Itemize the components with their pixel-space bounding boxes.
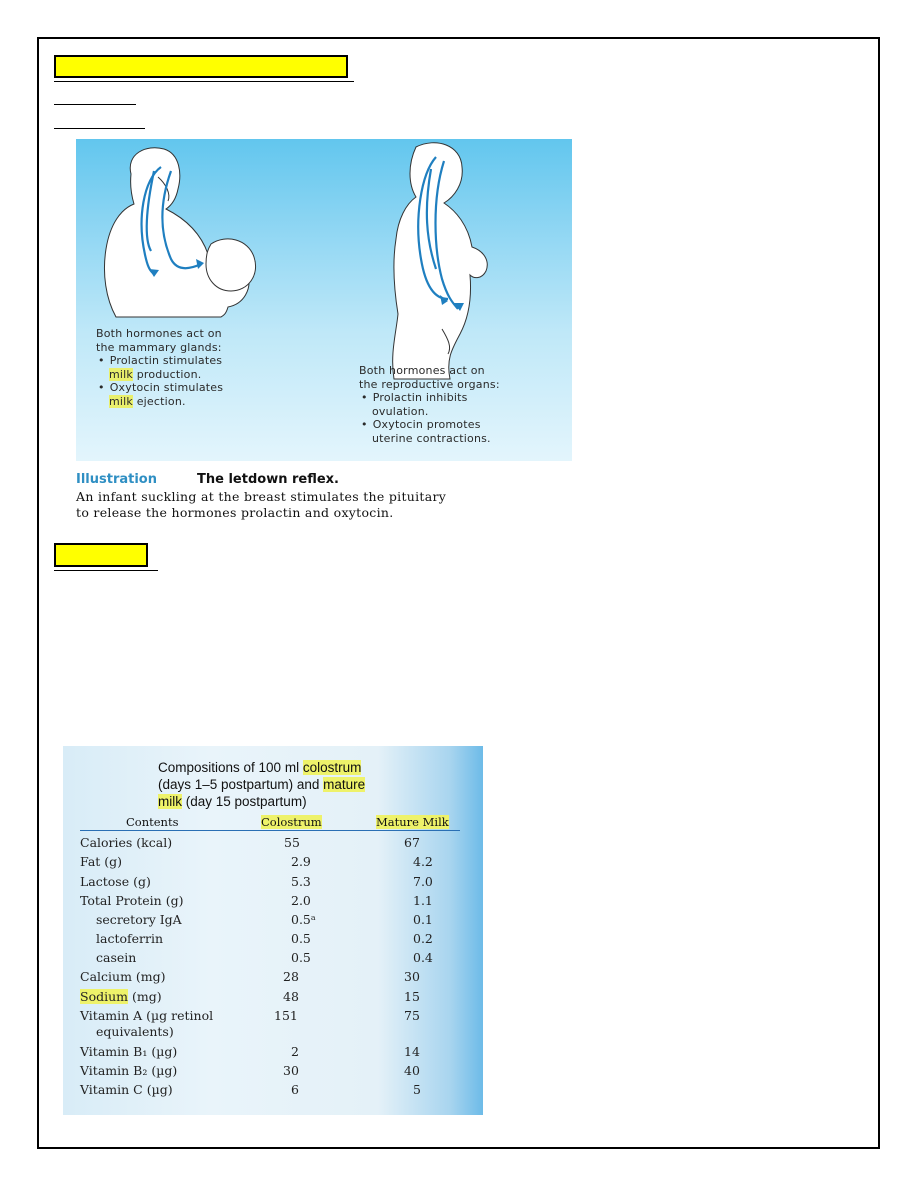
row-label: Vitamin C (µg)	[80, 1082, 173, 1097]
heading-underline-2	[54, 570, 158, 571]
right-bullet-1-cont: ovulation.	[372, 404, 429, 418]
row-colostrum: 55	[284, 835, 300, 850]
subheading-underline-2	[54, 128, 145, 129]
figure-caption-body	[76, 489, 446, 521]
row-mature: 75	[404, 1008, 420, 1023]
row-label: Calcium (mg)	[80, 969, 166, 984]
row-mature: 7.0	[413, 874, 433, 889]
row-mature: 0.1	[413, 912, 433, 927]
left-bullet-2-text: Oxytocin stimulates	[109, 381, 224, 394]
caption-line-1: An infant suckling at the breast stimulates the pituitary	[76, 489, 447, 504]
left-bullet-1-cont	[96, 368, 223, 382]
row-label-cont: equivalents)	[96, 1024, 174, 1039]
caption-line-2: to release the hormones prolactin and oxytocin.	[76, 505, 394, 520]
row-label: Fat (g)	[80, 854, 123, 869]
right-bullet-2	[359, 418, 500, 432]
table-header-rule	[80, 830, 460, 831]
row-mature: 5	[413, 1082, 421, 1097]
table-title-line1	[158, 759, 365, 776]
left-bullet-1-post: production.	[136, 367, 202, 381]
row-label: Vitamin B₁ (µg)	[80, 1044, 178, 1059]
right-bullet-2-cont: uterine contractions.	[372, 431, 491, 445]
table-title-line3	[158, 793, 365, 810]
row-mature: 67	[404, 835, 420, 850]
row-mature: 1.1	[413, 893, 433, 908]
milk-highlight-1: milk	[109, 367, 133, 381]
left-text-line1: Both hormones act on	[96, 327, 222, 340]
milk-highlight-2: milk	[109, 394, 133, 408]
row-mature: 4.2	[413, 854, 433, 869]
right-figure-text	[359, 364, 500, 445]
left-bullet-1-text: Prolactin stimulates	[109, 354, 223, 367]
caption-heading: The letdown reflex.	[197, 472, 339, 487]
row-colostrum: 30	[283, 1063, 299, 1078]
subheading-underline-1	[54, 104, 136, 105]
title-l1-text: Compositions of 100 ml	[158, 760, 303, 775]
row-colostrum: 0.5ᵃ	[291, 912, 316, 927]
sodium-unit: (mg)	[128, 989, 162, 1004]
figure-caption-title	[76, 472, 339, 487]
table-title-line2	[158, 776, 365, 793]
row-mature: 15	[404, 989, 420, 1004]
row-mature: 0.4	[413, 950, 433, 965]
row-colostrum: 2.9	[291, 854, 311, 869]
right-bullet-1	[359, 391, 500, 405]
row-colostrum: 48	[283, 989, 299, 1004]
row-colostrum: 2	[291, 1044, 299, 1059]
col-header-mature-milk: Mature Milk	[376, 815, 449, 829]
milk-highlight-title: milk	[158, 794, 182, 809]
row-colostrum: 0.5	[291, 950, 311, 965]
left-text-line2: the mammary glands:	[96, 340, 222, 354]
section-heading-highlight	[54, 55, 348, 78]
colostrum-highlight: colostrum	[302, 760, 362, 775]
row-colostrum: 0.5	[291, 931, 311, 946]
row-label: Vitamin B₂ (µg)	[80, 1063, 178, 1078]
title-l2-text: (days 1–5 postpartum) and	[158, 777, 324, 792]
right-bullet-1-text: Prolactin inhibits	[372, 391, 468, 404]
row-colostrum: 151	[274, 1008, 298, 1023]
letdown-reflex-illustration	[76, 139, 572, 461]
row-mature: 40	[404, 1063, 420, 1078]
row-label: Calories (kcal)	[80, 835, 173, 850]
col-header-contents: Contents	[126, 815, 179, 829]
right-bullet-2-text: Oxytocin promotes	[372, 418, 481, 431]
title-l3-text: (day 15 postpartum)	[182, 794, 307, 809]
row-colostrum: 2.0	[291, 893, 311, 908]
row-label: casein	[96, 950, 137, 965]
row-label	[80, 989, 162, 1004]
row-label: Total Protein (g)	[80, 893, 184, 908]
row-colostrum: 6	[291, 1082, 299, 1097]
left-bullet-2-cont	[96, 395, 223, 409]
row-colostrum: 5.3	[291, 874, 311, 889]
heading-underline	[54, 81, 354, 82]
row-label: Lactose (g)	[80, 874, 151, 889]
col-header-colostrum: Colostrum	[261, 815, 322, 829]
caption-label: Illustration	[76, 472, 157, 487]
mature-highlight: mature	[323, 777, 366, 792]
section-heading-highlight-2	[54, 543, 148, 567]
right-text-line2: the reproductive organs:	[359, 377, 500, 391]
row-label: secretory IgA	[96, 912, 182, 927]
left-bullet-2	[96, 381, 223, 395]
left-bullet-1	[96, 354, 223, 368]
row-mature: 30	[404, 969, 420, 984]
row-mature: 0.2	[413, 931, 433, 946]
table-title	[158, 759, 365, 810]
row-label: Vitamin A (µg retinol	[80, 1008, 214, 1023]
left-figure-text	[96, 327, 223, 408]
left-bullet-2-post: ejection.	[136, 394, 186, 408]
row-colostrum: 28	[283, 969, 299, 984]
row-mature: 14	[404, 1044, 420, 1059]
sodium-highlight: Sodium	[80, 989, 128, 1004]
right-text-line1: Both hormones act on	[359, 364, 485, 377]
row-label: lactoferrin	[96, 931, 164, 946]
